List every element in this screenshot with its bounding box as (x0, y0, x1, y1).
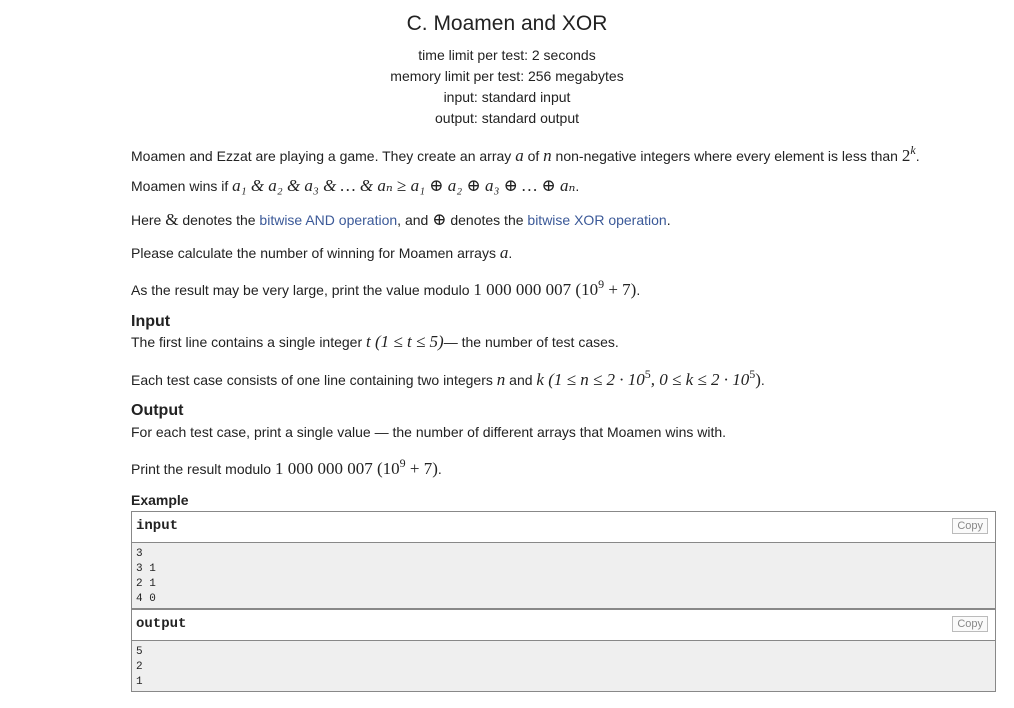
and-formula: a₁ & a₂ & a₃ & … & aₙ (232, 176, 393, 195)
example-output-header (132, 610, 995, 641)
statement-paragraph-5: As the result may be very large, print the value modulo 1 000 000 007 (109 + 7). (131, 277, 641, 299)
example-input-label: input (136, 518, 179, 534)
statement-paragraph-1: Moamen and Ezzat are playing a game. They create an array a of n non-negative integers where every element is less than 2k. (131, 143, 920, 165)
output-section-title: Output (131, 402, 184, 419)
input-section-title: Input (131, 313, 171, 330)
input-paragraph-1: The first line contains a single integer t (1 ≤ t ≤ 5)— the number of test cases. (131, 332, 619, 351)
time-limit: time limit per test: 2 seconds (418, 47, 596, 63)
bitwise-and-link[interactable]: bitwise AND operation (259, 212, 398, 228)
example-input-header (132, 512, 995, 543)
example-input-box (131, 511, 996, 609)
output-type: output: standard output (435, 110, 579, 126)
input-paragraph-2: Each test case consists of one line containing two integers n and k (1 ≤ n ≤ 2 · 105, 0 ≤ k ≤ 2 · 105). (131, 367, 765, 389)
example-title: Example (131, 492, 189, 508)
input-type: input: standard input (443, 89, 571, 105)
example-output-box (131, 609, 996, 692)
bitwise-xor-link[interactable]: bitwise XOR operation (527, 212, 667, 228)
output-paragraph-2: Print the result modulo 1 000 000 007 (109 + 7). (131, 456, 442, 478)
xor-formula: a₁ ⊕ a₂ ⊕ a₃ ⊕ … ⊕ aₙ (410, 176, 576, 195)
statement-paragraph-3: Here & denotes the bitwise AND operation, and ⊕ denotes the bitwise XOR operation. (131, 210, 671, 229)
statement-paragraph-4: Please calculate the number of winning for Moamen arrays a. (131, 243, 513, 262)
example-output-text: 5 2 1 (136, 646, 143, 688)
example-input-text: 3 3 1 2 1 4 0 (136, 548, 156, 605)
problem-title: C. Moamen and XOR (406, 12, 608, 35)
memory-limit: memory limit per test: 256 megabytes (390, 68, 624, 84)
output-paragraph-1: For each test case, print a single value — the number of different arrays that Moamen wins with. (131, 424, 727, 440)
copy-input-button[interactable]: Copy (952, 518, 988, 534)
statement-paragraph-2: Moamen wins if a₁ & a₂ & a₃ & … & aₙ ≥ a₁ ⊕ a₂ ⊕ a₃ ⊕ … ⊕ aₙ. (131, 176, 580, 195)
copy-output-button[interactable]: Copy (952, 616, 988, 632)
example-output-label: output (136, 616, 187, 632)
